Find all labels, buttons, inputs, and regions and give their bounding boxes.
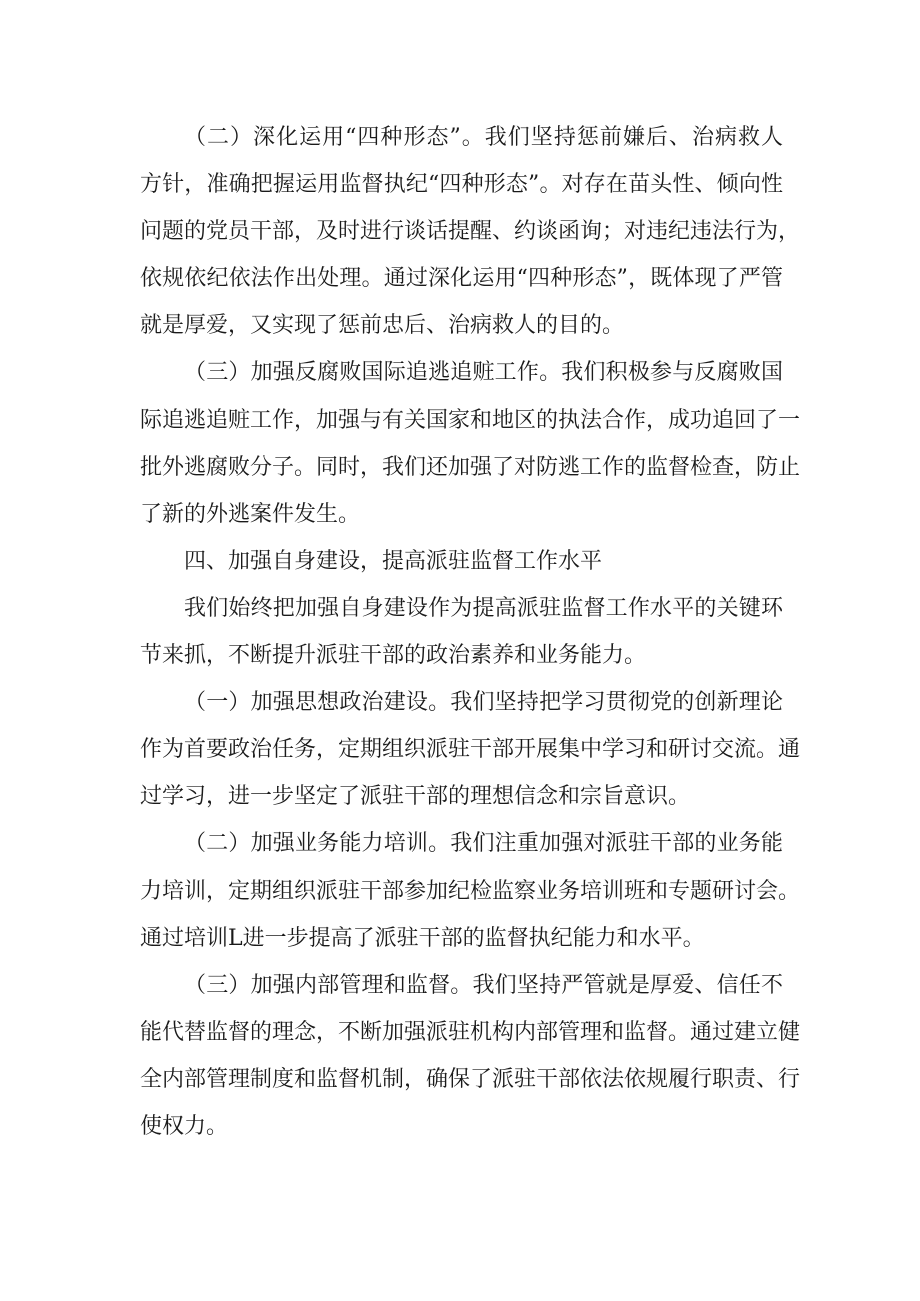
text-line: 我们始终把加强自身建设作为提高派驻监督工作水平的关键环: [184, 595, 783, 621]
section-heading: [140, 538, 783, 585]
paragraph: [140, 585, 783, 679]
text-line: （一）加强思想政治建设。我们坚持把学习贯彻党的创新理论: [184, 690, 783, 716]
text-line: （三）加强反腐败国际追逃追赃工作。我们积极参与反腐败国: [184, 360, 783, 386]
text-line: 依规依纪依法作出处理。通过深化运用“四种形态”，既体现了严管: [140, 266, 783, 292]
text-line: 四、加强自身建设，提高派驻监督工作水平: [184, 548, 603, 574]
text-line: 问题的党员干部，及时进行谈话提醒、约谈函询；对违纪违法行为，: [140, 219, 801, 245]
text-line: 使权力。: [140, 1113, 229, 1139]
text-line: 节来抓，不断提升派驻干部的政治素养和业务能力。: [140, 643, 647, 669]
text-line: 作为首要政治任务，定期组织派驻干部开展集中学习和研讨交流。通: [140, 737, 801, 763]
text-line: 批外逃腐败分子。同时，我们还加强了对防逃工作的监督检查，防止: [140, 454, 801, 480]
text-line: 了新的外逃案件发生。: [140, 501, 361, 527]
paragraph: [140, 962, 801, 1150]
text-line: （三）加强内部管理和监督。我们坚持严管就是厚爱、信任不: [184, 972, 783, 998]
text-line: （二）加强业务能力培训。我们注重加强对派驻干部的业务能: [184, 831, 783, 857]
text-line: （二）深化运用“四种形态”。我们坚持惩前嫌后、治病救人: [184, 125, 783, 150]
text-line: 方针，准确把握运用监督执纪“四种形态”。对存在苗头性、倾向性: [140, 172, 783, 198]
text-line: 就是厚爱，又实现了惩前忠后、治病救人的目的。: [140, 313, 625, 339]
text-line: 力培训，定期组织派驻干部参加纪检监察业务培训班和专题研讨会。: [140, 878, 801, 904]
text-line: 过学习，进一步坚定了派驻干部的理想信念和宗旨意识。: [140, 784, 691, 810]
text-line: 际追逃追赃工作，加强与有关国家和地区的执法合作，成功追回了一: [140, 407, 801, 433]
paragraph: [140, 820, 801, 961]
paragraph: [140, 679, 801, 820]
text-line: 能代替监督的理念，不断加强派驻机构内部管理和监督。通过建立健: [140, 1019, 801, 1045]
paragraph: [140, 114, 801, 349]
text-line: 通过培训L进一步提高了派驻干部的监督执纪能力和水平。: [140, 925, 705, 951]
paragraph: [140, 349, 801, 537]
text-line: 全内部管理制度和监督机制，确保了派驻干部依法依规履行职责、行: [140, 1066, 801, 1092]
document-body: [140, 114, 801, 1150]
